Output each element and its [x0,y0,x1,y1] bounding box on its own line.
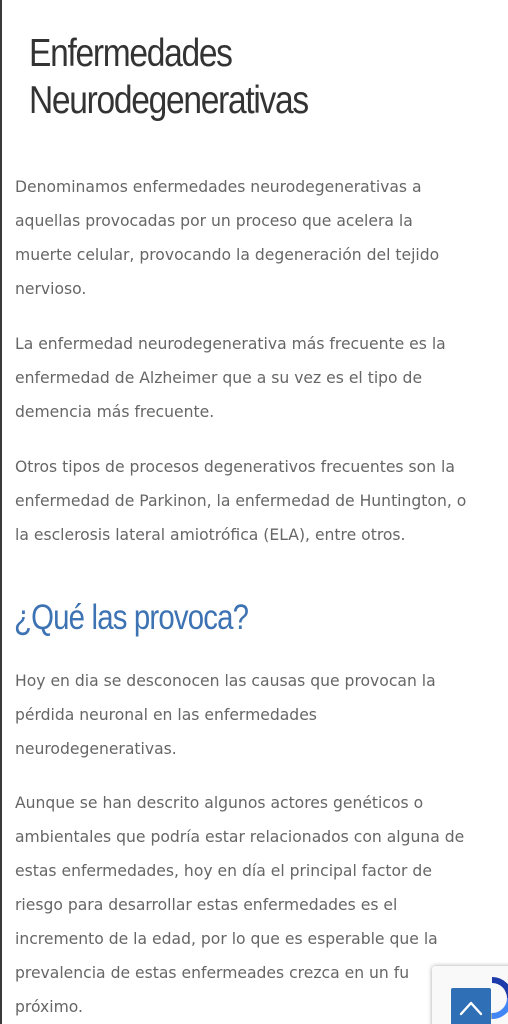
paragraph-line: Hoy en dia se desconocen las causas que provocan la [15,672,436,690]
paragraph-line: La enfermedad neurodegenerativa más frecuente es la [15,335,446,353]
causes-paragraph [15,664,436,766]
paragraph-line: la esclerosis lateral amiotrófica (ELA), entre otros. [15,526,406,544]
paragraph-line: ambientales que podría estar relacionados con alguna de [15,828,465,846]
alzheimer-paragraph [15,327,446,429]
section-heading-causes: ¿Qué las provoca? [14,598,249,637]
paragraph-line: enfermedad de Parkinon, la enfermedad de Huntington, o [15,492,467,510]
paragraph-line: incremento de la edad, por lo que es esperable que la [15,930,438,948]
risk-factors-paragraph [15,786,464,1024]
paragraph-line: prevalencia de estas enfermeades crezca en un fu [15,964,410,982]
paragraph-line: Otros tipos de procesos degenerativos frecuentes son la [15,458,455,476]
other-types-paragraph [15,450,466,552]
paragraph-line: enfermedad de Alzheimer que a su vez es el tipo de [15,369,423,387]
page-left-border [0,0,2,1024]
scroll-to-top-button[interactable] [451,988,491,1024]
chevron-up-icon [459,998,483,1018]
intro-paragraph [15,170,439,306]
paragraph-line: Aunque se han descrito algunos actores genéticos o [15,794,424,812]
paragraph-line: nervioso. [15,280,87,298]
paragraph-line: riesgo para desarrollar estas enfermedades es el [15,896,398,914]
paragraph-line: demencia más frecuente. [15,403,215,421]
paragraph-line: muerte celular, provocando la degeneración del tejido [15,246,440,264]
paragraph-line: neurodegenerativas. [15,740,177,758]
page-title-line-1: Enfermedades [29,32,232,75]
paragraph-line: próximo. [15,998,84,1016]
paragraph-line: estas enfermedades, hoy en día el principal factor de [15,862,432,880]
paragraph-line: Denominamos enfermedades neurodegenerativas a [15,178,422,196]
page-title [29,30,308,124]
paragraph-line: pérdida neuronal en las enfermedades [15,706,317,724]
page-title-line-2: Neurodegenerativas [29,79,308,122]
paragraph-line: aquellas provocadas por un proceso que acelera la [15,212,413,230]
